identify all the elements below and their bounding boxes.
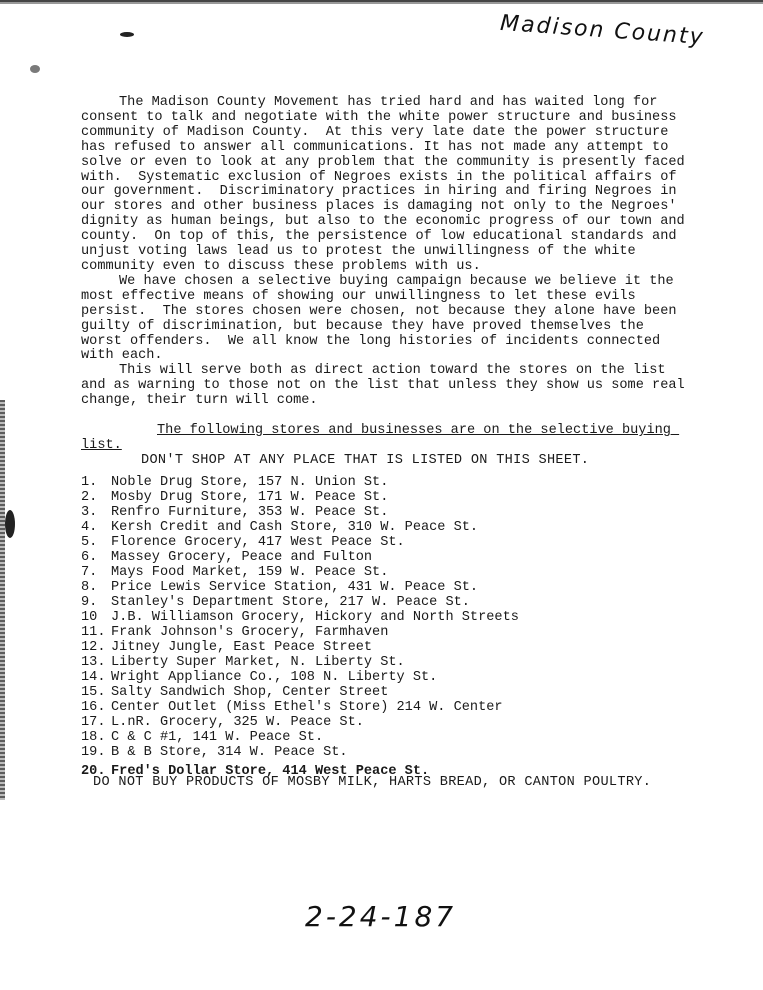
- store-list-item: [81, 730, 691, 745]
- paragraph-campaign: We have chosen a selective buying campaign because we believe it the most effective means of showing our unwillingness to let these evils persist. The stores chosen were chosen, not because they alone have been guilty of discrimination, but because they have proved themselves the worst offenders. We all know the long histories of incidents connected with each.: [81, 273, 685, 364]
- store-list-item: [81, 715, 691, 730]
- store-number: 10: [81, 609, 98, 625]
- store-number: 15.: [81, 684, 106, 700]
- products-boycott-note: DO NOT BUY PRODUCTS OF MOSBY MILK, HARTS BREAD, OR CANTON POULTRY.: [93, 774, 652, 790]
- scan-top-edge: [0, 0, 763, 6]
- store-number: 19.: [81, 744, 106, 760]
- scan-speck: [120, 32, 134, 37]
- store-name-address: Jitney Jungle, East Peace Street: [111, 639, 373, 655]
- dont-shop-warning: DON'T SHOP AT ANY PLACE THAT IS LISTED ON THIS SHEET.: [141, 452, 590, 468]
- store-list-item: [81, 535, 691, 550]
- store-list-item: [81, 580, 691, 595]
- store-number: 3.: [81, 504, 98, 520]
- store-number: 13.: [81, 654, 106, 670]
- store-list-item: [81, 520, 691, 535]
- store-name-address: Massey Grocery, Peace and Fulton: [111, 549, 373, 565]
- paragraph-intro: The Madison County Movement has tried hard and has waited long for consent to talk and negotiate with the white power structure and business community of Madison County. At this very late date the power structure has refused to answer all communications. It has not made any attempt to solve or even to look at any problem that the community is presently faced with. Systematic exclusion of Negroes exists in the political affairs of our government. Discriminatory practices in hiring and firing Negroes in our stores and other business places is damaging not only to the Negroes' dignity as human beings, but also to the economic progress of our town and county. On top of this, the persistence of low educational standards and unjust voting laws lead us to protest the unwillingness of the white community even to discuss these problems with us.: [81, 95, 693, 274]
- store-list-item: [81, 610, 691, 625]
- store-name-address: Price Lewis Service Station, 431 W. Peace St.: [111, 579, 479, 595]
- store-number: 7.: [81, 564, 98, 580]
- store-list-item: [81, 745, 691, 760]
- leaflet-body: [81, 96, 691, 791]
- paragraph-warning-to-others: This will serve both as direct action toward the stores on the list and as warning to those not on the list that unless they show us some real change, their turn will come.: [81, 363, 693, 409]
- scan-left-edge: [0, 400, 5, 800]
- store-list-item: [81, 550, 691, 565]
- store-number: 1.: [81, 474, 98, 490]
- store-number: 12.: [81, 639, 106, 655]
- store-name-address: Center Outlet (Miss Ethel's Store) 214 W. Center: [111, 699, 503, 715]
- store-list-item: [81, 640, 691, 655]
- store-list-item: [81, 475, 691, 490]
- store-name-address: Mays Food Market, 159 W. Peace St.: [111, 564, 389, 580]
- list-heading: The following stores and businesses are on the selective buying list.: [81, 423, 680, 453]
- store-name-address: Salty Sandwich Shop, Center Street: [111, 684, 389, 700]
- store-list-item: [81, 625, 691, 640]
- store-number: 9.: [81, 594, 98, 610]
- store-name-address: Liberty Super Market, N. Liberty St.: [111, 654, 405, 670]
- store-name-address: Stanley's Department Store, 217 W. Peace St.: [111, 594, 470, 610]
- store-name-address: Renfro Furniture, 353 W. Peace St.: [111, 504, 389, 520]
- scan-speck: [5, 510, 15, 538]
- store-list: [81, 475, 691, 779]
- store-list-item: [81, 595, 691, 610]
- store-number: 16.: [81, 699, 106, 715]
- store-name-address: Fred's Dollar Store, 414 West Peace St.: [111, 763, 430, 779]
- store-name-address: Noble Drug Store, 157 N. Union St.: [111, 474, 389, 490]
- scan-speck: [30, 65, 40, 73]
- store-number: 20.: [81, 763, 106, 779]
- store-number: 5.: [81, 534, 98, 550]
- store-name-address: B & B Store, 314 W. Peace St.: [111, 744, 348, 760]
- store-name-address: C & C #1, 141 W. Peace St.: [111, 729, 324, 745]
- store-list-item: [81, 565, 691, 580]
- store-name-address: Florence Grocery, 417 West Peace St.: [111, 534, 405, 550]
- store-number: 18.: [81, 729, 106, 745]
- store-name-address: Mosby Drug Store, 171 W. Peace St.: [111, 489, 389, 505]
- store-list-item: [81, 490, 691, 505]
- store-name-address: Wright Appliance Co., 108 N. Liberty St.: [111, 669, 438, 685]
- store-name-address: J.B. Williamson Grocery, Hickory and North Streets: [111, 609, 519, 625]
- store-number: 17.: [81, 714, 106, 730]
- handwritten-archive-number: 2-24-187: [305, 900, 457, 933]
- store-list-item: [81, 685, 691, 700]
- store-list-item: [81, 655, 691, 670]
- store-name-address: Kersh Credit and Cash Store, 310 W. Peace St.: [111, 519, 479, 535]
- store-name-address: L.nR. Grocery, 325 W. Peace St.: [111, 714, 364, 730]
- store-number: 11.: [81, 624, 106, 640]
- store-list-item: [81, 700, 691, 715]
- store-number: 2.: [81, 489, 98, 505]
- store-name-address: Frank Johnson's Grocery, Farmhaven: [111, 624, 389, 640]
- store-list-item: [81, 670, 691, 685]
- store-number: 14.: [81, 669, 106, 685]
- store-number: 8.: [81, 579, 98, 595]
- store-number: 6.: [81, 549, 98, 565]
- handwritten-county-label: Madison County: [499, 10, 706, 51]
- store-list-item: [81, 505, 691, 520]
- store-number: 4.: [81, 519, 98, 535]
